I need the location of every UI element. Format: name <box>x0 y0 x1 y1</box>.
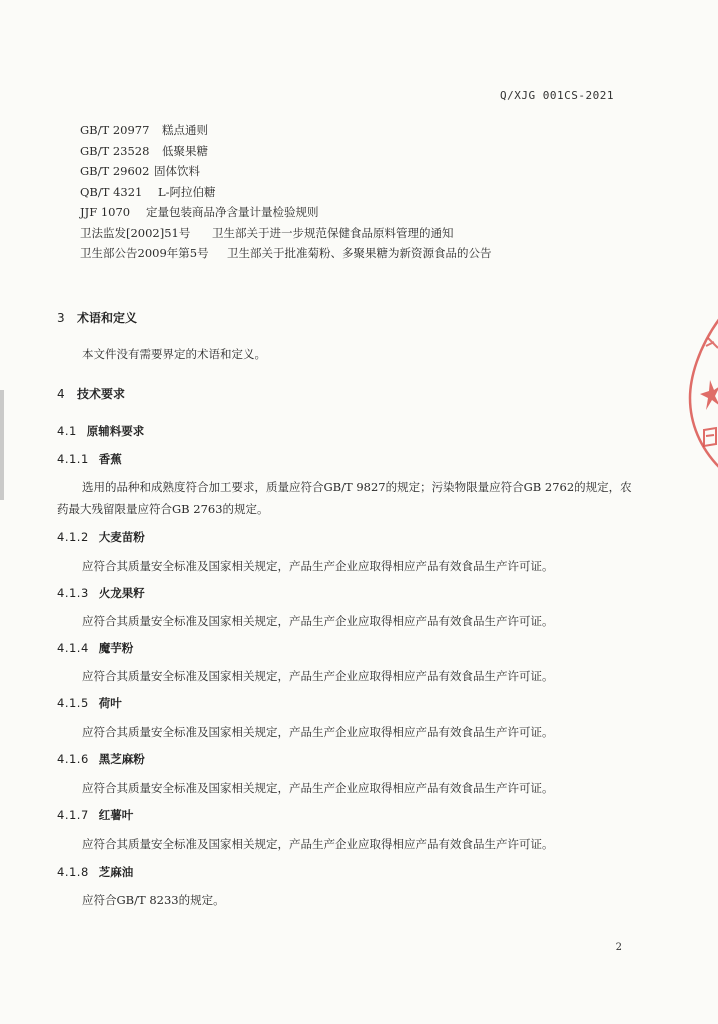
reference-item <box>80 161 492 182</box>
section-3-text: 本文件没有需要界定的术语和定义。 <box>82 347 266 361</box>
reference-code: 卫法监发[2002]51号 <box>80 225 191 240</box>
reference-code: 卫生部公告2009年第5号 <box>80 246 209 260</box>
reference-title: 低聚果糖 <box>162 143 208 158</box>
reference-title: 定量包装商品净含量计量检验规则 <box>146 205 319 219</box>
subsection-heading-4-1: 4.1 原辅料要求 <box>57 424 145 438</box>
reference-title: L-阿拉伯糖 <box>158 184 216 199</box>
reference-item <box>80 243 492 264</box>
item-heading: 4.1.3 火龙果籽 <box>57 586 145 600</box>
item-heading: 4.1.6 黑芝麻粉 <box>57 752 145 766</box>
section-heading-4: 4 技术要求 <box>57 387 126 401</box>
item-heading: 4.1.4 魔芋粉 <box>57 641 134 655</box>
reference-code: GB/T 23528 <box>80 143 150 158</box>
reference-code: QB/T 4321 <box>80 184 143 199</box>
red-seal-stamp-icon <box>684 318 718 468</box>
item-heading: 4.1.8 芝麻油 <box>57 865 134 879</box>
reference-item <box>80 182 492 203</box>
item-text: 应符合其质量安全标准及国家相关规定，产品生产企业应取得相应产品有效食品生产许可证。 <box>82 837 554 851</box>
item-text: 应符合其质量安全标准及国家相关规定，产品生产企业应取得相应产品有效食品生产许可证。 <box>82 614 554 628</box>
reference-title: 固体饮料 <box>154 164 200 178</box>
reference-item <box>80 120 492 141</box>
item-text: 应符合其质量安全标准及国家相关规定，产品生产企业应取得相应产品有效食品生产许可证。 <box>82 559 554 573</box>
page-number: 2 <box>615 942 622 953</box>
item-text: 应符合其质量安全标准及国家相关规定，产品生产企业应取得相应产品有效食品生产许可证。 <box>82 725 554 739</box>
reference-title: 卫生部关于批准菊粉、多聚果糖为新资源食品的公告 <box>227 246 492 260</box>
item-text: 应符合其质量安全标准及国家相关规定，产品生产企业应取得相应产品有效食品生产许可证。 <box>82 781 554 795</box>
item-heading: 4.1.1 香蕉 <box>57 452 122 466</box>
reference-item <box>80 223 492 244</box>
scan-shadow <box>0 390 4 500</box>
item-text: 选用的品种和成熟度符合加工要求，质量应符合GB/T 9827的规定；污染物限量应符合GB 2762的规定，农药最大残留限量应符合GB 2763的规定。 <box>57 480 632 516</box>
reference-item <box>80 202 492 223</box>
item-text: 应符合其质量安全标准及国家相关规定，产品生产企业应取得相应产品有效食品生产许可证。 <box>82 669 554 683</box>
item-heading: 4.1.2 大麦苗粉 <box>57 530 145 544</box>
item-text: 应符合GB/T 8233的规定。 <box>82 893 225 907</box>
reference-title: 糕点通则 <box>162 123 208 137</box>
normative-references <box>80 120 492 264</box>
item-heading: 4.1.7 红薯叶 <box>57 808 134 822</box>
reference-code: GB/T 29602 <box>80 164 150 178</box>
reference-code: JJF 1070 <box>80 205 131 219</box>
standard-code: Q/XJG 001CS-2021 <box>500 89 614 102</box>
reference-code: GB/T 20977 <box>80 123 150 137</box>
item-heading: 4.1.5 荷叶 <box>57 696 122 710</box>
section-heading-3: 3 术语和定义 <box>57 311 138 325</box>
reference-title: 卫生部关于进一步规范保健食品原料管理的通知 <box>212 225 454 240</box>
reference-item <box>80 141 492 162</box>
